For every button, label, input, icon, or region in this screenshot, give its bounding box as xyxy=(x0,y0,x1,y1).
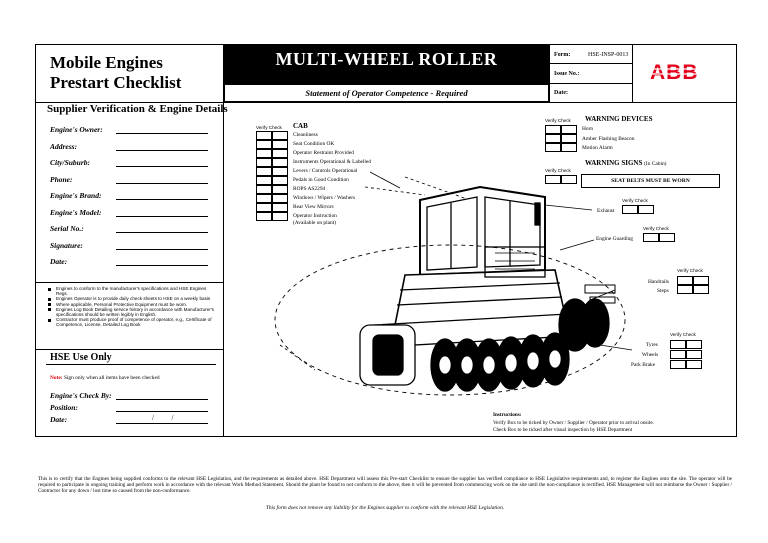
park-brake-verify-box[interactable] xyxy=(670,360,686,369)
form-value: HSE-INSP-0013 xyxy=(588,52,629,58)
issue-label: Issue No.: xyxy=(554,71,580,77)
cab-check-box[interactable] xyxy=(272,131,288,140)
svg-text:ABB: ABB xyxy=(650,62,699,82)
position-label: Position: xyxy=(50,403,78,412)
handrails-verify-box[interactable] xyxy=(677,276,693,285)
warning-signs-title xyxy=(585,159,666,167)
note-label: Note: xyxy=(50,375,63,381)
handrails-label: Handrails xyxy=(648,279,669,285)
liability-disclaimer: This form does not remove any liability for the Engines supplier to conform with the relevant HSE Legislation. xyxy=(265,505,505,511)
main-title: MULTI-WHEEL ROLLER xyxy=(275,49,498,69)
list-item: Engines to conform to the manufacturer's specifications and HSE Engines Regs. xyxy=(46,286,216,296)
cab-check-box[interactable] xyxy=(272,176,288,185)
signature-label: Signature: xyxy=(50,241,83,250)
warning-signs-suffix: (In Cabin) xyxy=(644,161,667,167)
signs-verify-check-label: Verify Check xyxy=(545,168,571,173)
cab-check-box[interactable] xyxy=(272,212,288,221)
cab-check-box[interactable] xyxy=(272,158,288,167)
engine-guarding-label: Engine Guarding xyxy=(596,236,633,242)
warning-item: Horn xyxy=(582,126,594,132)
check-by-label: Engine's Check By: xyxy=(50,391,112,400)
warning-verify-box[interactable] xyxy=(545,143,561,152)
warning-verify-check-label: Verify Check xyxy=(545,118,571,123)
list-item: Where applicable, Personal Protective Equipment must be worn. xyxy=(46,302,216,307)
form-label: Form: xyxy=(554,52,571,58)
engine-verify-check-label: Verify Check xyxy=(643,226,669,231)
cab-item: Operator Instruction xyxy=(293,213,337,219)
phone-label: Phone: xyxy=(50,175,73,184)
list-item: Engines Operator is to provide daily check sheets to HSE on a weekly basis xyxy=(46,296,216,301)
model-label: Engine's Model: xyxy=(50,208,102,217)
subtitle: Statement of Operator Competence - Required xyxy=(305,88,468,98)
certification-statement: This is to certify that the Engines being supplied conforms to the relevant HSE Legislation, and the requirements as detailed above. HSE Department will assess this Pre-start Checklist to ensure the supplier has verified compliance to HSE Legislative requirements and, to register the Engines onto the site. The operator will be required to participate in ongoing training and perform work in accordance with the relevant Work Method Statement. Should the plant be found to not conform to the above, then it will be prevented from commencing work on the site until the non-compliance is rectified. HSE Management will not reimburse the Owner / Supplier / Contractor for any down / lost time so caused from the non-conformance. xyxy=(38,476,732,495)
cab-verify-box[interactable] xyxy=(256,212,272,221)
cab-verify-box[interactable] xyxy=(256,176,272,185)
owner-label: Engine's Owner: xyxy=(50,125,103,134)
date-label: Date: xyxy=(554,90,568,96)
signs-verify-box[interactable] xyxy=(545,175,561,184)
warning-verify-box[interactable] xyxy=(545,134,561,143)
warning-check-box[interactable] xyxy=(561,125,577,134)
address-label: Address: xyxy=(50,142,78,151)
note-text: Sign only when all items have been checked xyxy=(63,375,160,381)
exhaust-verify-box[interactable] xyxy=(622,205,638,214)
cab-item: (Available on plant) xyxy=(293,220,337,226)
park-brake-check-box[interactable] xyxy=(686,360,702,369)
seat-belt-sign: SEAT BELTS MUST BE WORN xyxy=(581,174,720,188)
cab-verify-box[interactable] xyxy=(256,140,272,149)
exhaust-check-box[interactable] xyxy=(638,205,654,214)
exhaust-verify-check-label: Verify Check xyxy=(622,198,648,203)
serial-label: Serial No.: xyxy=(50,224,84,233)
cab-verify-box[interactable] xyxy=(256,203,272,212)
cab-verify-box[interactable] xyxy=(256,185,272,194)
cab-check-box[interactable] xyxy=(272,149,288,158)
list-item: Contractor must produce proof of competence of operator, e.g., Certificate of Competence, License, Detailed Log Book xyxy=(46,317,216,327)
warning-item: Motion Alarm xyxy=(582,145,613,151)
cab-item: Levers / Controls Operational xyxy=(293,168,358,174)
cab-verify-check-label: Verify Check xyxy=(256,125,282,130)
cab-item: ROPS AS2294 xyxy=(293,186,326,192)
cab-item: Windows / Wipers / Washers xyxy=(293,195,356,201)
park-brake-label: Park Brake xyxy=(631,362,656,368)
cab-check-box[interactable] xyxy=(272,167,288,176)
signs-check-box[interactable] xyxy=(561,175,577,184)
cab-check-box[interactable] xyxy=(272,140,288,149)
instructions-line1: Verify Box to be ticked by Owner / Supplier / Operator prior to arrival onsite. xyxy=(493,420,654,426)
instructions-title: Instructions: xyxy=(493,412,522,418)
supplier-section-title: Supplier Verification & Engine Details xyxy=(47,103,228,115)
wheels-label: Wheels xyxy=(642,352,659,358)
cab-item: Instruments Operational & Labelled xyxy=(293,159,371,165)
tyres-label: Tyres xyxy=(646,342,658,348)
cab-check-box[interactable] xyxy=(272,203,288,212)
cab-item: Seat Condition OK xyxy=(293,141,335,147)
warning-devices-title: WARNING DEVICES xyxy=(585,115,653,123)
steps-label: Steps xyxy=(657,288,669,294)
cab-verify-box[interactable] xyxy=(256,131,272,140)
cab-title: CAB xyxy=(293,122,308,130)
warning-item: Amber Flashing Beacon xyxy=(582,136,635,142)
cab-verify-box[interactable] xyxy=(256,167,272,176)
warning-check-box[interactable] xyxy=(561,134,577,143)
warning-check-box[interactable] xyxy=(561,143,577,152)
brand-label: Engine's Brand: xyxy=(50,191,102,200)
cab-verify-box[interactable] xyxy=(256,158,272,167)
tyres-check-box[interactable] xyxy=(686,340,702,349)
tyres-verify-box[interactable] xyxy=(670,340,686,349)
hse-section-title: HSE Use Only xyxy=(50,352,112,363)
cab-verify-box[interactable] xyxy=(256,194,272,203)
cab-item: Pedals in Good Condition xyxy=(293,177,349,183)
tyres-verify-check-label: Verify Check xyxy=(670,332,696,337)
form-title-line1: Mobile Engines xyxy=(50,53,163,72)
handrails-verify-check-label: Verify Check xyxy=(677,268,703,273)
hse-date-label: Date: xyxy=(50,415,68,424)
city-label: City/Suburb: xyxy=(50,158,91,167)
form-title-line2: Prestart Checklist xyxy=(50,73,182,92)
cab-item: Rear View Mirrors xyxy=(293,204,334,210)
cab-item: Operator Restraint Provided xyxy=(293,150,354,156)
handrails-check-box[interactable] xyxy=(693,276,709,285)
engine-verify-box[interactable] xyxy=(643,233,659,242)
steps-verify-box[interactable] xyxy=(677,285,693,294)
cab-check-box[interactable] xyxy=(272,194,288,203)
warning-signs-title-text: WARNING SIGNS xyxy=(585,159,643,167)
steps-check-box[interactable] xyxy=(693,285,709,294)
warning-verify-box[interactable] xyxy=(545,125,561,134)
cab-item: Cleanliness xyxy=(293,132,318,138)
hse-date-value[interactable]: / / xyxy=(152,414,174,422)
list-item: Engines Log Book Detailing service history in accordance with Manufacturer's specifications should be written legibly in English. xyxy=(46,307,216,317)
instructions-line2: Check Box to be ticked after visual inspection by HSE Department xyxy=(493,427,633,433)
date-label: Date: xyxy=(50,257,68,266)
wheels-verify-box[interactable] xyxy=(670,350,686,359)
cab-check-box[interactable] xyxy=(272,185,288,194)
engine-check-box[interactable] xyxy=(659,233,675,242)
wheels-check-box[interactable] xyxy=(686,350,702,359)
exhaust-label: Exhaust xyxy=(597,208,615,214)
cab-verify-box[interactable] xyxy=(256,149,272,158)
